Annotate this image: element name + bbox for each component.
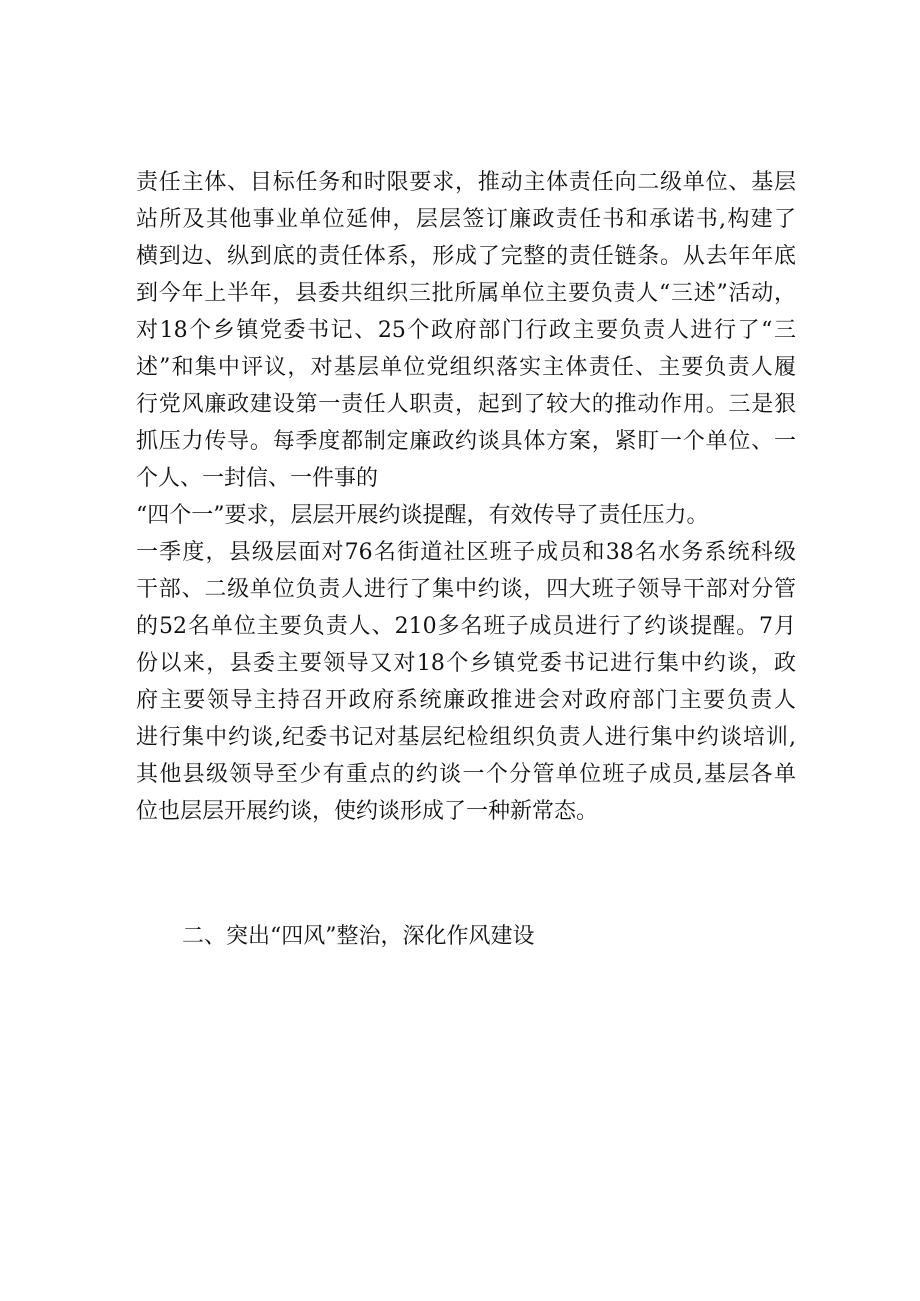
text-line: 站所及其他事业单位延伸，层层签订廉政责任书和承诺书,构建了 [136, 207, 796, 232]
text-line: 行党风廉政建设第一责任人职责，起到了较大的推动作用。三是狠 [136, 392, 796, 417]
text-line: 对18个乡镇党委书记、25个政府部门行政主要负责人进行了“三 [136, 318, 796, 343]
text-line: 份以来，县委主要领导又对18个乡镇党委书记进行集中约谈，政 [136, 651, 796, 676]
text-line: 其他县级领导至少有重点的约谈一个分管单位班子成员,基层各单 [136, 762, 796, 787]
text-line: 述”和集中评议，对基层单位党组织落实主体责任、主要负责人履 [136, 355, 796, 380]
text-line: 个人、一封信、一件事的 [136, 466, 379, 491]
text-line: “四个一”要求，层层开展约谈提醒，有效传导了责任压力。 [136, 503, 709, 528]
body-paragraph [136, 164, 796, 830]
text-line: 府主要领导主持召开政府系统廉政推进会对政府部门主要负责人 [136, 688, 796, 713]
text-line: 责任主体、目标任务和时限要求，推动主体责任向二级单位、基层 [136, 170, 796, 195]
text-line: 抓压力传导。每季度都制定廉政约谈具体方案，紧盯一个单位、一 [136, 429, 796, 454]
text-line: 进行集中约谈,纪委书记对基层纪检组织负责人进行集中约谈培训, [136, 725, 796, 750]
text-line: 一季度，县级层面对76名街道社区班子成员和38名水务系统科级 [136, 540, 796, 565]
text-line: 的52名单位主要负责人、210多名班子成员进行了约谈提醒。7月 [136, 614, 796, 639]
text-line: 位也层层开展约谈，使约谈形成了一种新常态。 [136, 799, 599, 824]
section-heading: 二、突出“四风”整治，深化作风建设 [182, 924, 535, 949]
text-line: 到今年上半年，县委共组织三批所属单位主要负责人“三述”活动， [136, 281, 796, 306]
text-line: 干部、二级单位负责人进行了集中约谈，四大班子领导干部对分管 [136, 577, 796, 602]
text-line: 横到边、纵到底的责任体系，形成了完整的责任链条。从去年年底 [136, 244, 796, 269]
